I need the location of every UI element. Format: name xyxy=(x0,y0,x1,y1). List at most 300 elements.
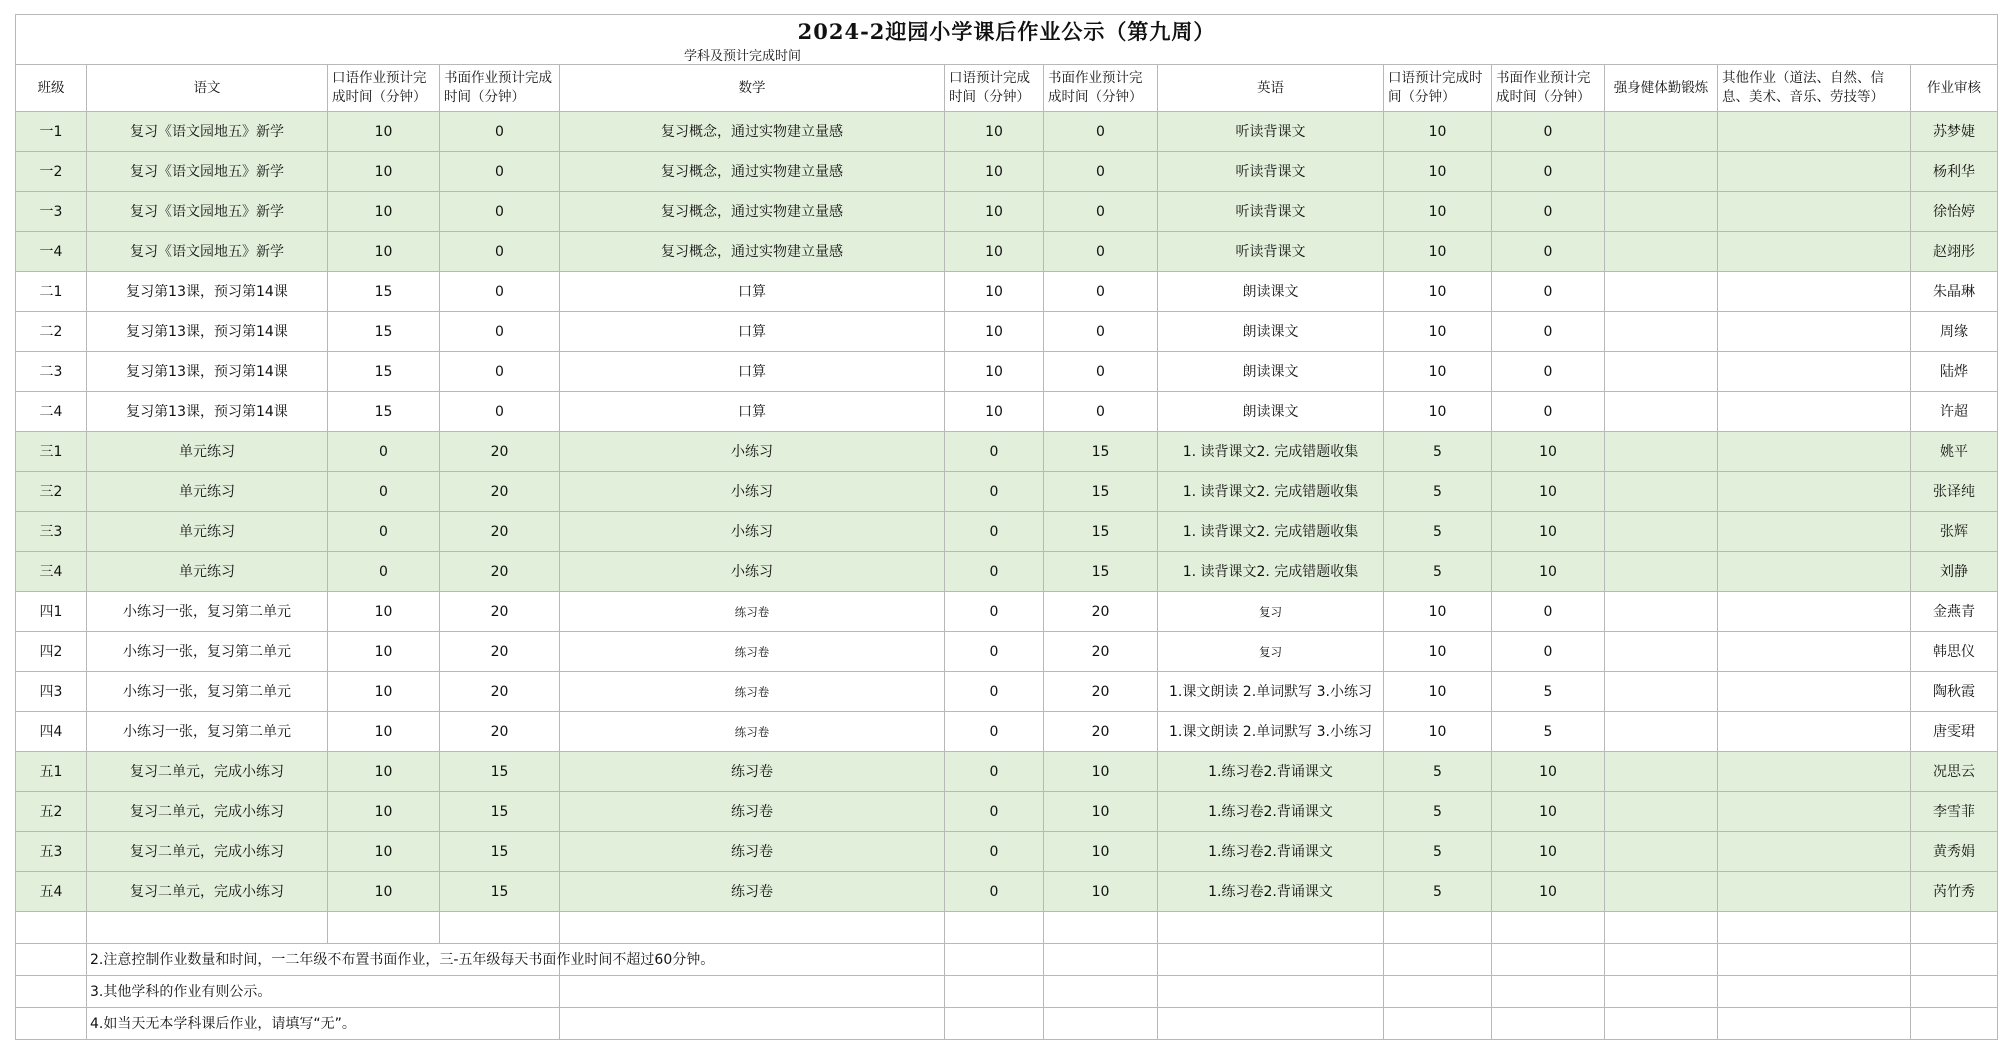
english-oral-cell[interactable]: 5 xyxy=(1384,872,1492,912)
chinese-oral-cell[interactable]: 0 xyxy=(328,512,440,552)
empty-cell[interactable] xyxy=(1911,1008,1998,1040)
english-cell[interactable]: 复习 xyxy=(1158,632,1384,672)
class-cell[interactable]: 二2 xyxy=(16,312,87,352)
math-oral-cell[interactable]: 0 xyxy=(945,632,1044,672)
empty-cell[interactable] xyxy=(1492,976,1605,1008)
header-class[interactable]: 班级 xyxy=(16,65,87,112)
class-cell[interactable]: 五3 xyxy=(16,832,87,872)
header-chinese-oral[interactable]: 口语作业预计完成时间（分钟） xyxy=(328,65,440,112)
math-cell[interactable]: 练习卷 xyxy=(560,712,945,752)
chinese-cell[interactable]: 复习《语文园地五》新学 xyxy=(87,232,328,272)
other-cell[interactable] xyxy=(1718,672,1911,712)
english-cell[interactable]: 听读背课文 xyxy=(1158,112,1384,152)
chinese-oral-cell[interactable]: 0 xyxy=(328,552,440,592)
math-oral-cell[interactable]: 0 xyxy=(945,472,1044,512)
chinese-oral-cell[interactable]: 10 xyxy=(328,672,440,712)
math-oral-cell[interactable]: 0 xyxy=(945,592,1044,632)
english-oral-cell[interactable]: 10 xyxy=(1384,112,1492,152)
reviewer-cell[interactable]: 张辉 xyxy=(1911,512,1998,552)
chinese-oral-cell[interactable]: 10 xyxy=(328,712,440,752)
pe-cell[interactable] xyxy=(1605,712,1718,752)
chinese-cell[interactable]: 复习《语文园地五》新学 xyxy=(87,192,328,232)
reviewer-cell[interactable]: 许超 xyxy=(1911,392,1998,432)
pe-cell[interactable] xyxy=(1605,392,1718,432)
other-cell[interactable] xyxy=(1718,792,1911,832)
class-cell[interactable]: 三2 xyxy=(16,472,87,512)
english-written-cell[interactable]: 0 xyxy=(1492,272,1605,312)
math-cell[interactable]: 练习卷 xyxy=(560,592,945,632)
math-cell[interactable]: 小练习 xyxy=(560,552,945,592)
empty-cell[interactable] xyxy=(1044,976,1158,1008)
english-written-cell[interactable]: 0 xyxy=(1492,352,1605,392)
chinese-written-cell[interactable]: 20 xyxy=(440,512,560,552)
header-math[interactable]: 数学 xyxy=(560,65,945,112)
empty-cell[interactable] xyxy=(1718,944,1911,976)
math-written-cell[interactable]: 0 xyxy=(1044,312,1158,352)
math-cell[interactable]: 复习概念，通过实物建立量感 xyxy=(560,232,945,272)
english-oral-cell[interactable]: 10 xyxy=(1384,672,1492,712)
math-written-cell[interactable]: 10 xyxy=(1044,752,1158,792)
math-written-cell[interactable]: 0 xyxy=(1044,232,1158,272)
chinese-written-cell[interactable]: 20 xyxy=(440,552,560,592)
english-written-cell[interactable]: 10 xyxy=(1492,512,1605,552)
class-cell[interactable]: 三3 xyxy=(16,512,87,552)
other-cell[interactable] xyxy=(1718,472,1911,512)
math-cell[interactable]: 口算 xyxy=(560,312,945,352)
english-oral-cell[interactable]: 5 xyxy=(1384,832,1492,872)
chinese-cell[interactable]: 复习二单元，完成小练习 xyxy=(87,792,328,832)
english-cell[interactable]: 朗读课文 xyxy=(1158,272,1384,312)
empty-cell[interactable] xyxy=(945,976,1044,1008)
header-chinese[interactable]: 语文 xyxy=(87,65,328,112)
math-oral-cell[interactable]: 10 xyxy=(945,312,1044,352)
math-cell[interactable]: 复习概念，通过实物建立量感 xyxy=(560,152,945,192)
chinese-oral-cell[interactable]: 10 xyxy=(328,752,440,792)
math-written-cell[interactable]: 10 xyxy=(1044,792,1158,832)
chinese-cell[interactable]: 单元练习 xyxy=(87,432,328,472)
pe-cell[interactable] xyxy=(1605,272,1718,312)
english-written-cell[interactable]: 0 xyxy=(1492,312,1605,352)
english-oral-cell[interactable]: 10 xyxy=(1384,312,1492,352)
class-cell[interactable]: 四3 xyxy=(16,672,87,712)
english-cell[interactable]: 朗读课文 xyxy=(1158,352,1384,392)
class-cell[interactable]: 三1 xyxy=(16,432,87,472)
other-cell[interactable] xyxy=(1718,432,1911,472)
english-written-cell[interactable]: 0 xyxy=(1492,632,1605,672)
math-oral-cell[interactable]: 10 xyxy=(945,192,1044,232)
chinese-written-cell[interactable]: 0 xyxy=(440,272,560,312)
empty-cell[interactable] xyxy=(1044,944,1158,976)
math-cell[interactable]: 小练习 xyxy=(560,512,945,552)
chinese-oral-cell[interactable]: 10 xyxy=(328,792,440,832)
empty-cell[interactable] xyxy=(16,976,87,1008)
empty-cell[interactable] xyxy=(16,1008,87,1040)
chinese-cell[interactable]: 小练习一张，复习第二单元 xyxy=(87,632,328,672)
chinese-oral-cell[interactable]: 10 xyxy=(328,872,440,912)
chinese-cell[interactable]: 小练习一张，复习第二单元 xyxy=(87,712,328,752)
header-math-written[interactable]: 书面作业预计完成时间（分钟） xyxy=(1044,65,1158,112)
math-oral-cell[interactable]: 0 xyxy=(945,512,1044,552)
class-cell[interactable]: 二4 xyxy=(16,392,87,432)
chinese-cell[interactable]: 复习二单元，完成小练习 xyxy=(87,872,328,912)
reviewer-cell[interactable]: 苏梦婕 xyxy=(1911,112,1998,152)
english-oral-cell[interactable]: 10 xyxy=(1384,272,1492,312)
english-oral-cell[interactable]: 10 xyxy=(1384,712,1492,752)
math-cell[interactable]: 口算 xyxy=(560,272,945,312)
english-oral-cell[interactable]: 10 xyxy=(1384,352,1492,392)
class-cell[interactable]: 五1 xyxy=(16,752,87,792)
empty-cell[interactable] xyxy=(328,912,440,944)
other-cell[interactable] xyxy=(1718,632,1911,672)
reviewer-cell[interactable]: 赵翊彤 xyxy=(1911,232,1998,272)
english-oral-cell[interactable]: 10 xyxy=(1384,152,1492,192)
empty-cell[interactable] xyxy=(16,944,87,976)
other-cell[interactable] xyxy=(1718,112,1911,152)
reviewer-cell[interactable]: 陆烨 xyxy=(1911,352,1998,392)
chinese-written-cell[interactable]: 0 xyxy=(440,152,560,192)
chinese-written-cell[interactable]: 20 xyxy=(440,712,560,752)
english-oral-cell[interactable]: 5 xyxy=(1384,752,1492,792)
empty-cell[interactable] xyxy=(1492,944,1605,976)
chinese-oral-cell[interactable]: 10 xyxy=(328,632,440,672)
math-written-cell[interactable]: 20 xyxy=(1044,672,1158,712)
class-cell[interactable]: 一1 xyxy=(16,112,87,152)
math-oral-cell[interactable]: 10 xyxy=(945,152,1044,192)
chinese-written-cell[interactable]: 0 xyxy=(440,232,560,272)
english-written-cell[interactable]: 5 xyxy=(1492,712,1605,752)
class-cell[interactable]: 二1 xyxy=(16,272,87,312)
chinese-oral-cell[interactable]: 15 xyxy=(328,312,440,352)
math-written-cell[interactable]: 20 xyxy=(1044,632,1158,672)
chinese-oral-cell[interactable]: 10 xyxy=(328,832,440,872)
math-written-cell[interactable]: 15 xyxy=(1044,432,1158,472)
pe-cell[interactable] xyxy=(1605,112,1718,152)
empty-cell[interactable] xyxy=(87,912,328,944)
pe-cell[interactable] xyxy=(1605,232,1718,272)
pe-cell[interactable] xyxy=(1605,192,1718,232)
empty-cell[interactable] xyxy=(945,944,1044,976)
math-cell[interactable]: 口算 xyxy=(560,352,945,392)
english-oral-cell[interactable]: 5 xyxy=(1384,552,1492,592)
math-cell[interactable]: 口算 xyxy=(560,392,945,432)
english-cell[interactable]: 听读背课文 xyxy=(1158,152,1384,192)
other-cell[interactable] xyxy=(1718,592,1911,632)
pe-cell[interactable] xyxy=(1605,752,1718,792)
pe-cell[interactable] xyxy=(1605,552,1718,592)
chinese-oral-cell[interactable]: 10 xyxy=(328,592,440,632)
chinese-written-cell[interactable]: 0 xyxy=(440,352,560,392)
other-cell[interactable] xyxy=(1718,352,1911,392)
reviewer-cell[interactable]: 芮竹秀 xyxy=(1911,872,1998,912)
chinese-oral-cell[interactable]: 0 xyxy=(328,432,440,472)
math-oral-cell[interactable]: 10 xyxy=(945,392,1044,432)
english-oral-cell[interactable]: 10 xyxy=(1384,392,1492,432)
empty-cell[interactable] xyxy=(560,1008,945,1040)
math-cell[interactable]: 小练习 xyxy=(560,472,945,512)
reviewer-cell[interactable]: 姚平 xyxy=(1911,432,1998,472)
math-written-cell[interactable]: 0 xyxy=(1044,152,1158,192)
math-written-cell[interactable]: 10 xyxy=(1044,832,1158,872)
pe-cell[interactable] xyxy=(1605,432,1718,472)
english-oral-cell[interactable]: 5 xyxy=(1384,792,1492,832)
math-oral-cell[interactable]: 0 xyxy=(945,832,1044,872)
chinese-written-cell[interactable]: 0 xyxy=(440,392,560,432)
reviewer-cell[interactable]: 张译纯 xyxy=(1911,472,1998,512)
english-cell[interactable]: 1. 读背课文2. 完成错题收集 xyxy=(1158,552,1384,592)
chinese-oral-cell[interactable]: 15 xyxy=(328,272,440,312)
english-written-cell[interactable]: 0 xyxy=(1492,192,1605,232)
empty-cell[interactable] xyxy=(560,976,945,1008)
empty-cell[interactable] xyxy=(1718,1008,1911,1040)
class-cell[interactable]: 二3 xyxy=(16,352,87,392)
english-cell[interactable]: 听读背课文 xyxy=(1158,232,1384,272)
math-cell[interactable]: 练习卷 xyxy=(560,832,945,872)
english-oral-cell[interactable]: 10 xyxy=(1384,232,1492,272)
empty-cell[interactable] xyxy=(1384,944,1492,976)
math-written-cell[interactable]: 15 xyxy=(1044,512,1158,552)
reviewer-cell[interactable]: 周缘 xyxy=(1911,312,1998,352)
chinese-cell[interactable]: 复习《语文园地五》新学 xyxy=(87,112,328,152)
other-cell[interactable] xyxy=(1718,552,1911,592)
chinese-written-cell[interactable]: 0 xyxy=(440,192,560,232)
empty-cell[interactable] xyxy=(945,912,1044,944)
empty-cell[interactable] xyxy=(1158,912,1384,944)
header-english[interactable]: 英语 xyxy=(1158,65,1384,112)
empty-cell[interactable] xyxy=(1384,1008,1492,1040)
english-oral-cell[interactable]: 5 xyxy=(1384,512,1492,552)
class-cell[interactable]: 三4 xyxy=(16,552,87,592)
english-cell[interactable]: 1.练习卷2.背诵课文 xyxy=(1158,792,1384,832)
chinese-oral-cell[interactable]: 10 xyxy=(328,192,440,232)
math-written-cell[interactable]: 20 xyxy=(1044,592,1158,632)
chinese-cell[interactable]: 单元练习 xyxy=(87,472,328,512)
reviewer-cell[interactable]: 杨利华 xyxy=(1911,152,1998,192)
pe-cell[interactable] xyxy=(1605,352,1718,392)
empty-cell[interactable] xyxy=(1384,976,1492,1008)
other-cell[interactable] xyxy=(1718,152,1911,192)
class-cell[interactable]: 一4 xyxy=(16,232,87,272)
empty-cell[interactable] xyxy=(1158,944,1384,976)
other-cell[interactable] xyxy=(1718,192,1911,232)
chinese-cell[interactable]: 复习《语文园地五》新学 xyxy=(87,152,328,192)
chinese-cell[interactable]: 小练习一张，复习第二单元 xyxy=(87,672,328,712)
pe-cell[interactable] xyxy=(1605,592,1718,632)
chinese-written-cell[interactable]: 15 xyxy=(440,872,560,912)
chinese-written-cell[interactable]: 15 xyxy=(440,792,560,832)
chinese-oral-cell[interactable]: 10 xyxy=(328,232,440,272)
empty-cell[interactable] xyxy=(1492,1008,1605,1040)
math-written-cell[interactable]: 0 xyxy=(1044,392,1158,432)
math-written-cell[interactable]: 15 xyxy=(1044,552,1158,592)
english-oral-cell[interactable]: 10 xyxy=(1384,192,1492,232)
chinese-cell[interactable]: 单元练习 xyxy=(87,512,328,552)
chinese-oral-cell[interactable]: 10 xyxy=(328,112,440,152)
math-oral-cell[interactable]: 0 xyxy=(945,872,1044,912)
chinese-oral-cell[interactable]: 15 xyxy=(328,392,440,432)
english-cell[interactable]: 1.课文朗读 2.单词默写 3.小练习 xyxy=(1158,672,1384,712)
other-cell[interactable] xyxy=(1718,872,1911,912)
math-written-cell[interactable]: 0 xyxy=(1044,352,1158,392)
other-cell[interactable] xyxy=(1718,512,1911,552)
other-cell[interactable] xyxy=(1718,232,1911,272)
header-chinese-written[interactable]: 书面作业预计完成时间（分钟） xyxy=(440,65,560,112)
english-written-cell[interactable]: 0 xyxy=(1492,392,1605,432)
english-written-cell[interactable]: 10 xyxy=(1492,432,1605,472)
english-written-cell[interactable]: 10 xyxy=(1492,832,1605,872)
english-oral-cell[interactable]: 5 xyxy=(1384,472,1492,512)
math-written-cell[interactable]: 0 xyxy=(1044,192,1158,232)
chinese-cell[interactable]: 复习第13课，预习第14课 xyxy=(87,392,328,432)
english-written-cell[interactable]: 0 xyxy=(1492,152,1605,192)
header-pe[interactable]: 强身健体勤锻炼 xyxy=(1605,65,1718,112)
empty-cell[interactable] xyxy=(1158,976,1384,1008)
empty-cell[interactable] xyxy=(1911,976,1998,1008)
math-written-cell[interactable]: 0 xyxy=(1044,112,1158,152)
english-cell[interactable]: 1.课文朗读 2.单词默写 3.小练习 xyxy=(1158,712,1384,752)
empty-cell[interactable] xyxy=(1605,944,1718,976)
chinese-written-cell[interactable]: 20 xyxy=(440,632,560,672)
math-oral-cell[interactable]: 10 xyxy=(945,352,1044,392)
english-written-cell[interactable]: 5 xyxy=(1492,672,1605,712)
class-cell[interactable]: 四1 xyxy=(16,592,87,632)
empty-cell[interactable] xyxy=(560,912,945,944)
english-written-cell[interactable]: 0 xyxy=(1492,112,1605,152)
math-oral-cell[interactable]: 0 xyxy=(945,552,1044,592)
pe-cell[interactable] xyxy=(1605,672,1718,712)
header-english-written[interactable]: 书面作业预计完成时间（分钟） xyxy=(1492,65,1605,112)
class-cell[interactable]: 五2 xyxy=(16,792,87,832)
other-cell[interactable] xyxy=(1718,712,1911,752)
pe-cell[interactable] xyxy=(1605,832,1718,872)
reviewer-cell[interactable]: 韩思仪 xyxy=(1911,632,1998,672)
chinese-cell[interactable]: 复习二单元，完成小练习 xyxy=(87,752,328,792)
header-other[interactable]: 其他作业（道法、自然、信息、美术、音乐、劳技等） xyxy=(1718,65,1911,112)
chinese-cell[interactable]: 复习二单元，完成小练习 xyxy=(87,832,328,872)
math-cell[interactable]: 练习卷 xyxy=(560,872,945,912)
english-cell[interactable]: 1.练习卷2.背诵课文 xyxy=(1158,752,1384,792)
math-oral-cell[interactable]: 0 xyxy=(945,792,1044,832)
pe-cell[interactable] xyxy=(1605,792,1718,832)
other-cell[interactable] xyxy=(1718,752,1911,792)
reviewer-cell[interactable]: 黄秀娟 xyxy=(1911,832,1998,872)
reviewer-cell[interactable]: 刘静 xyxy=(1911,552,1998,592)
pe-cell[interactable] xyxy=(1605,872,1718,912)
other-cell[interactable] xyxy=(1718,392,1911,432)
empty-cell[interactable] xyxy=(945,1008,1044,1040)
chinese-oral-cell[interactable]: 10 xyxy=(328,152,440,192)
chinese-oral-cell[interactable]: 15 xyxy=(328,352,440,392)
other-cell[interactable] xyxy=(1718,272,1911,312)
english-cell[interactable]: 听读背课文 xyxy=(1158,192,1384,232)
reviewer-cell[interactable]: 李雪菲 xyxy=(1911,792,1998,832)
math-cell[interactable]: 小练习 xyxy=(560,432,945,472)
chinese-written-cell[interactable]: 0 xyxy=(440,112,560,152)
empty-cell[interactable] xyxy=(1384,912,1492,944)
math-oral-cell[interactable]: 10 xyxy=(945,112,1044,152)
english-cell[interactable]: 1.练习卷2.背诵课文 xyxy=(1158,832,1384,872)
english-cell[interactable]: 朗读课文 xyxy=(1158,392,1384,432)
empty-cell[interactable] xyxy=(1911,912,1998,944)
math-written-cell[interactable]: 15 xyxy=(1044,472,1158,512)
empty-cell[interactable] xyxy=(1718,976,1911,1008)
chinese-cell[interactable]: 复习第13课，预习第14课 xyxy=(87,352,328,392)
chinese-cell[interactable]: 复习第13课，预习第14课 xyxy=(87,272,328,312)
math-oral-cell[interactable]: 10 xyxy=(945,232,1044,272)
empty-cell[interactable] xyxy=(1492,912,1605,944)
math-cell[interactable]: 复习概念，通过实物建立量感 xyxy=(560,192,945,232)
pe-cell[interactable] xyxy=(1605,632,1718,672)
chinese-written-cell[interactable]: 20 xyxy=(440,472,560,512)
empty-cell[interactable] xyxy=(1605,976,1718,1008)
math-cell[interactable]: 复习概念，通过实物建立量感 xyxy=(560,112,945,152)
reviewer-cell[interactable]: 陶秋霞 xyxy=(1911,672,1998,712)
english-cell[interactable]: 1. 读背课文2. 完成错题收集 xyxy=(1158,472,1384,512)
math-cell[interactable]: 练习卷 xyxy=(560,752,945,792)
math-cell[interactable]: 练习卷 xyxy=(560,632,945,672)
chinese-written-cell[interactable]: 20 xyxy=(440,432,560,472)
chinese-written-cell[interactable]: 15 xyxy=(440,752,560,792)
math-oral-cell[interactable]: 0 xyxy=(945,752,1044,792)
english-written-cell[interactable]: 10 xyxy=(1492,552,1605,592)
header-math-oral[interactable]: 口语预计完成时间（分钟） xyxy=(945,65,1044,112)
english-oral-cell[interactable]: 10 xyxy=(1384,632,1492,672)
empty-cell[interactable] xyxy=(1911,944,1998,976)
math-written-cell[interactable]: 0 xyxy=(1044,272,1158,312)
pe-cell[interactable] xyxy=(1605,472,1718,512)
pe-cell[interactable] xyxy=(1605,312,1718,352)
chinese-written-cell[interactable]: 20 xyxy=(440,672,560,712)
english-cell[interactable]: 1.练习卷2.背诵课文 xyxy=(1158,872,1384,912)
reviewer-cell[interactable]: 金燕青 xyxy=(1911,592,1998,632)
english-written-cell[interactable]: 10 xyxy=(1492,752,1605,792)
reviewer-cell[interactable]: 徐怡婷 xyxy=(1911,192,1998,232)
english-written-cell[interactable]: 10 xyxy=(1492,472,1605,512)
empty-cell[interactable] xyxy=(440,912,560,944)
class-cell[interactable]: 四4 xyxy=(16,712,87,752)
empty-cell[interactable] xyxy=(1605,1008,1718,1040)
math-oral-cell[interactable]: 0 xyxy=(945,672,1044,712)
chinese-cell[interactable]: 单元练习 xyxy=(87,552,328,592)
math-cell[interactable]: 练习卷 xyxy=(560,792,945,832)
other-cell[interactable] xyxy=(1718,312,1911,352)
class-cell[interactable]: 五4 xyxy=(16,872,87,912)
english-cell[interactable]: 朗读课文 xyxy=(1158,312,1384,352)
reviewer-cell[interactable]: 朱晶琳 xyxy=(1911,272,1998,312)
chinese-written-cell[interactable]: 15 xyxy=(440,832,560,872)
english-cell[interactable]: 1. 读背课文2. 完成错题收集 xyxy=(1158,512,1384,552)
pe-cell[interactable] xyxy=(1605,152,1718,192)
reviewer-cell[interactable]: 况思云 xyxy=(1911,752,1998,792)
empty-cell[interactable] xyxy=(16,912,87,944)
reviewer-cell[interactable]: 唐雯珺 xyxy=(1911,712,1998,752)
empty-cell[interactable] xyxy=(1158,1008,1384,1040)
math-cell[interactable]: 练习卷 xyxy=(560,672,945,712)
math-oral-cell[interactable]: 0 xyxy=(945,712,1044,752)
english-written-cell[interactable]: 0 xyxy=(1492,592,1605,632)
class-cell[interactable]: 一2 xyxy=(16,152,87,192)
chinese-cell[interactable]: 复习第13课，预习第14课 xyxy=(87,312,328,352)
pe-cell[interactable] xyxy=(1605,512,1718,552)
class-cell[interactable]: 一3 xyxy=(16,192,87,232)
header-reviewer[interactable]: 作业审核 xyxy=(1911,65,1998,112)
empty-cell[interactable] xyxy=(1605,912,1718,944)
math-written-cell[interactable]: 20 xyxy=(1044,712,1158,752)
chinese-oral-cell[interactable]: 0 xyxy=(328,472,440,512)
english-written-cell[interactable]: 0 xyxy=(1492,232,1605,272)
english-cell[interactable]: 1. 读背课文2. 完成错题收集 xyxy=(1158,432,1384,472)
empty-cell[interactable] xyxy=(1044,1008,1158,1040)
class-cell[interactable]: 四2 xyxy=(16,632,87,672)
